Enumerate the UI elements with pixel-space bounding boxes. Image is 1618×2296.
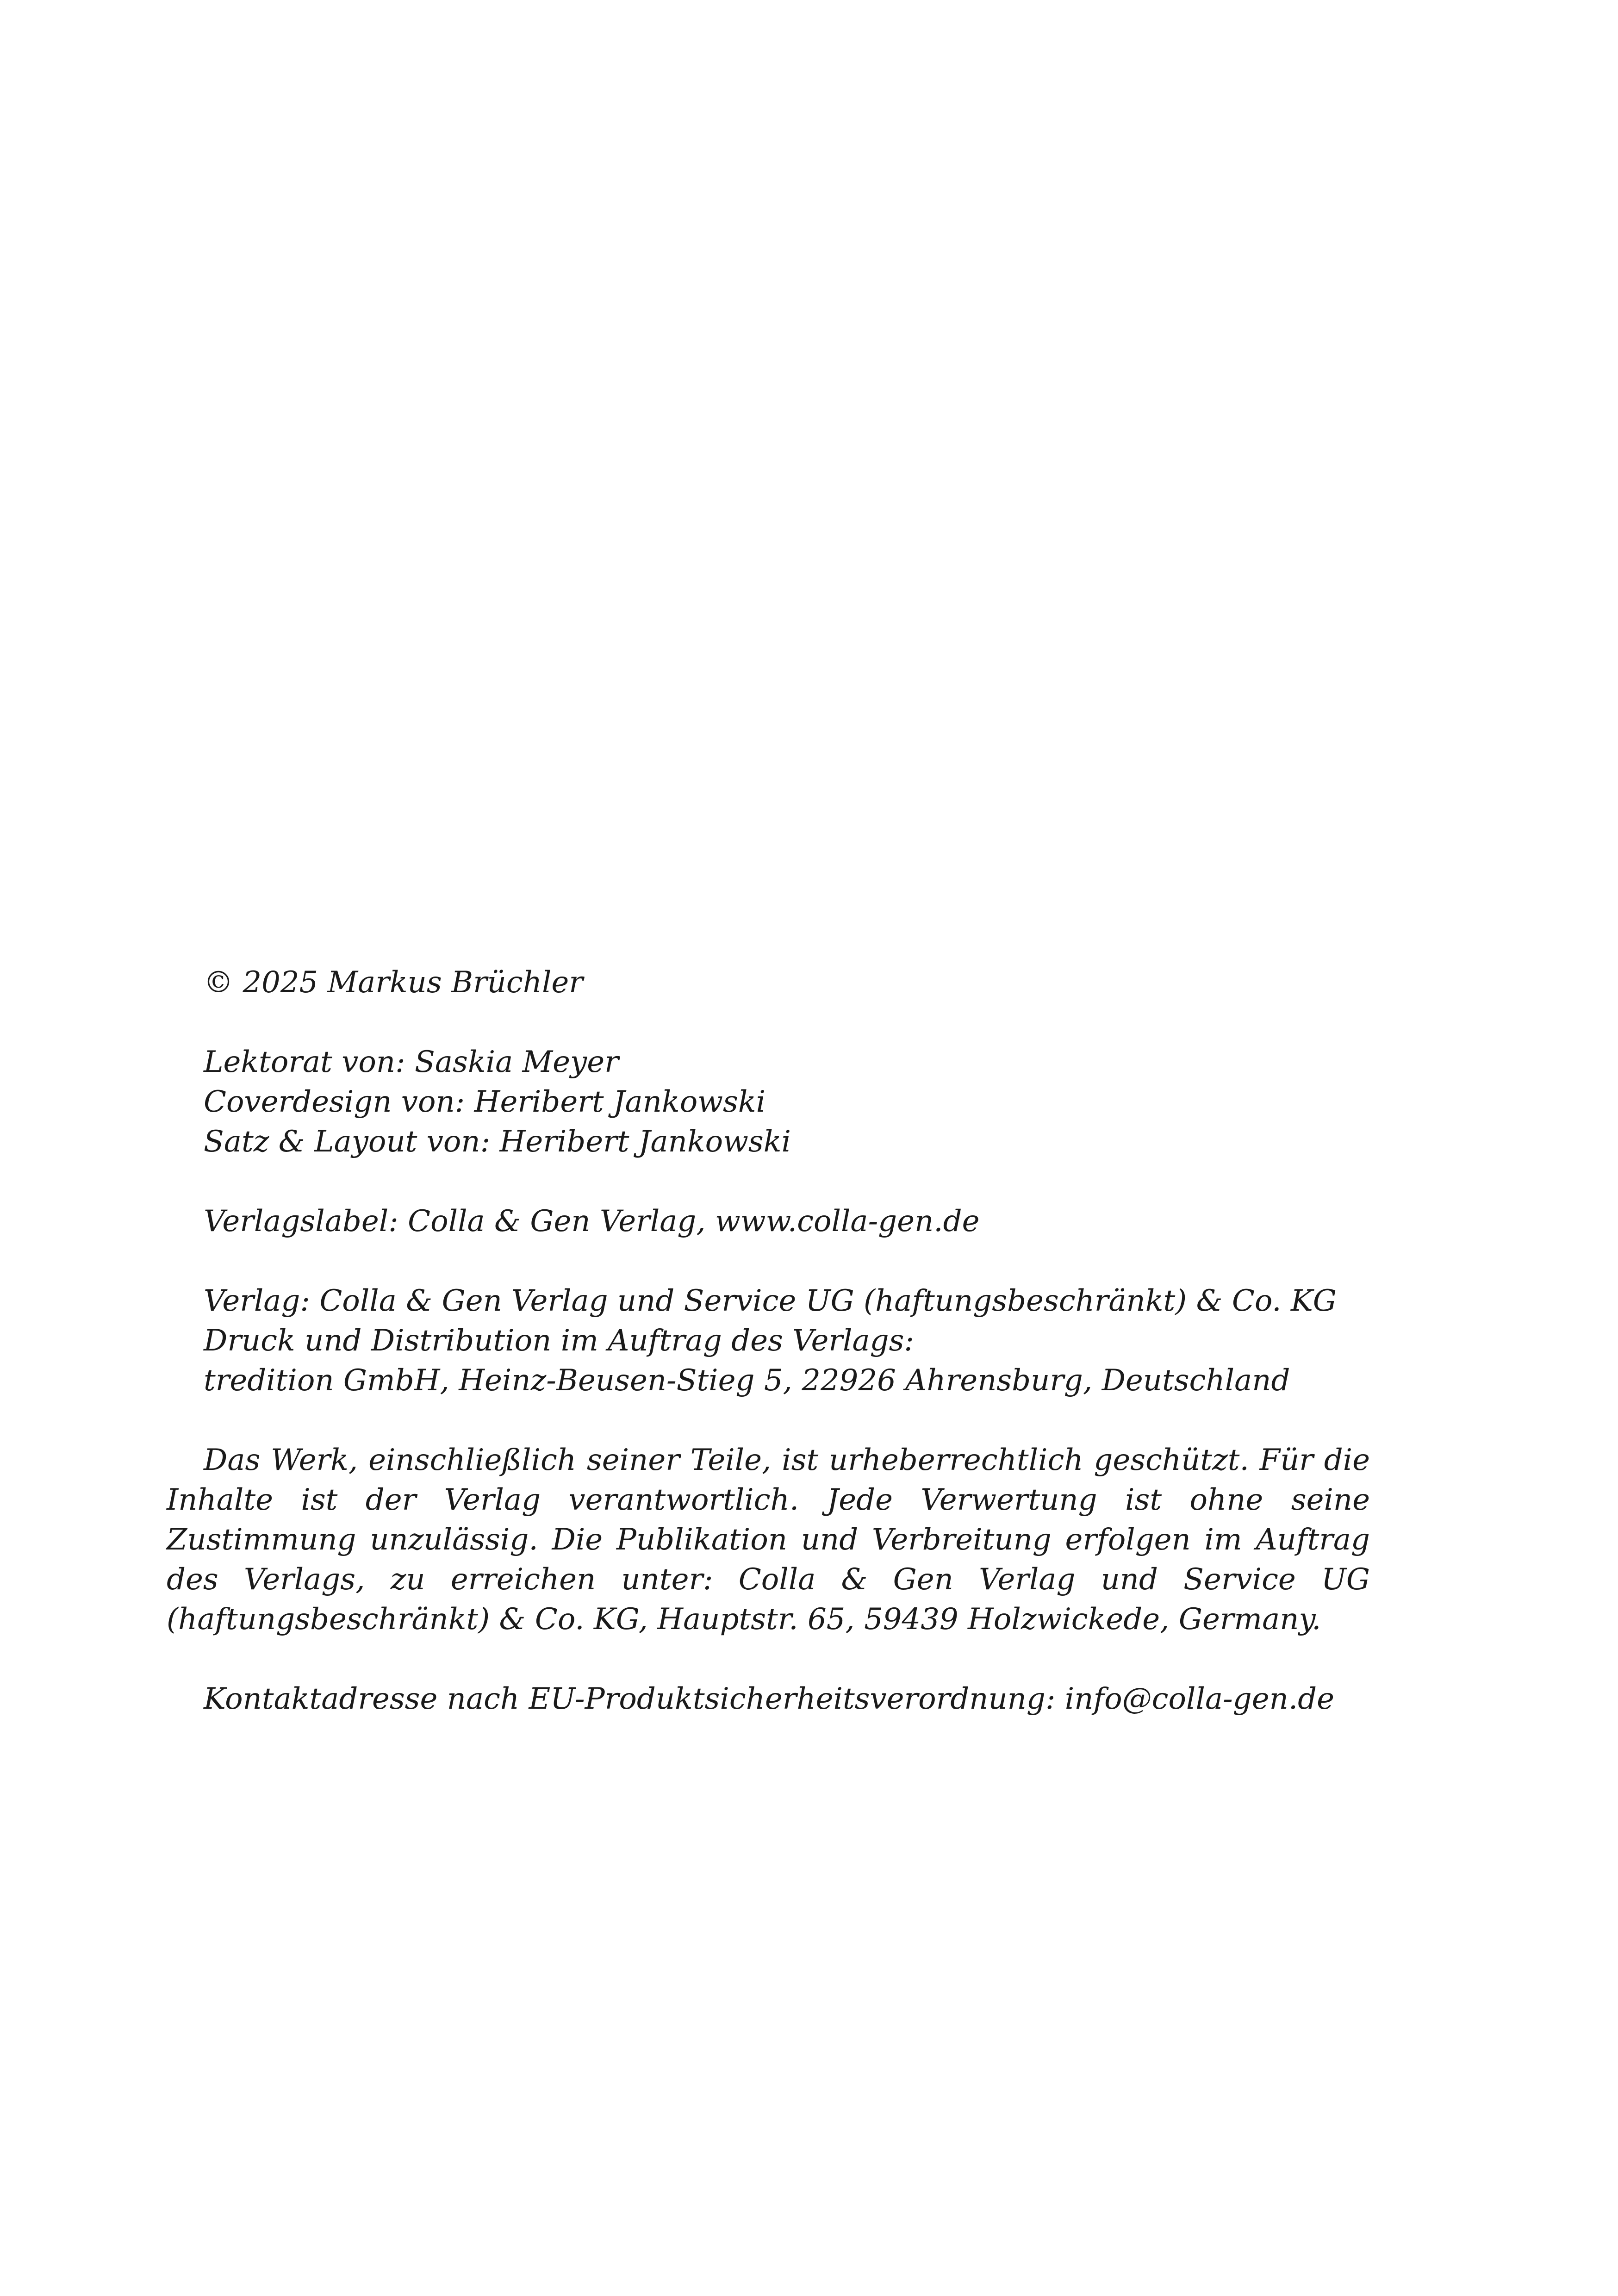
publisher-label-line: Verlagslabel: Colla & Gen Verlag, www.colla-gen.de (204, 1204, 980, 1238)
printer-address-line: tredition GmbH, Heinz-Beusen-Stieg 5, 22926 Ahrensburg, Deutschland (204, 1363, 1290, 1398)
credits-block (167, 1042, 1370, 1162)
publisher-line: Verlag: Colla & Gen Verlag und Service UG (haftungsbeschränkt) & Co. KG (204, 1284, 1337, 1318)
credit-typesetting: Satz & Layout von: Heribert Jankowski (204, 1125, 791, 1159)
contact-block (167, 1679, 1370, 1719)
label-block (167, 1201, 1370, 1241)
credit-cover-design: Coverdesign von: Heribert Jankowski (204, 1085, 766, 1119)
copyright-line: © 2025 Markus Brüchler (204, 965, 583, 1000)
legal-paragraph: Das Werk, einschließlich seiner Teile, ist urheberrechtlich geschützt. Für die Inhalte ist der Verlag verantwortlich. Jede Verwertung ist ohne seine Zustimmung unzulässig. Die Publikation und Verbreitung erfolgen im Auftrag des Verlags, zu erreichen unter: Colla & Gen Verlag und Service UG (haftungsbeschränkt) & Co. KG, Hauptstr. 65, 59439 Holzwickede, Germany. (167, 1443, 1370, 1636)
imprint-block (167, 963, 1370, 1759)
publisher-block (167, 1281, 1370, 1400)
distribution-line: Druck und Distribution im Auftrag des Verlags: (204, 1324, 914, 1358)
copyright-block (167, 963, 1370, 1002)
contact-line: Kontaktadresse nach EU-Produktsicherheitsverordnung: info@colla-gen.de (204, 1682, 1334, 1716)
credit-editing: Lektorat von: Saskia Meyer (204, 1045, 619, 1079)
